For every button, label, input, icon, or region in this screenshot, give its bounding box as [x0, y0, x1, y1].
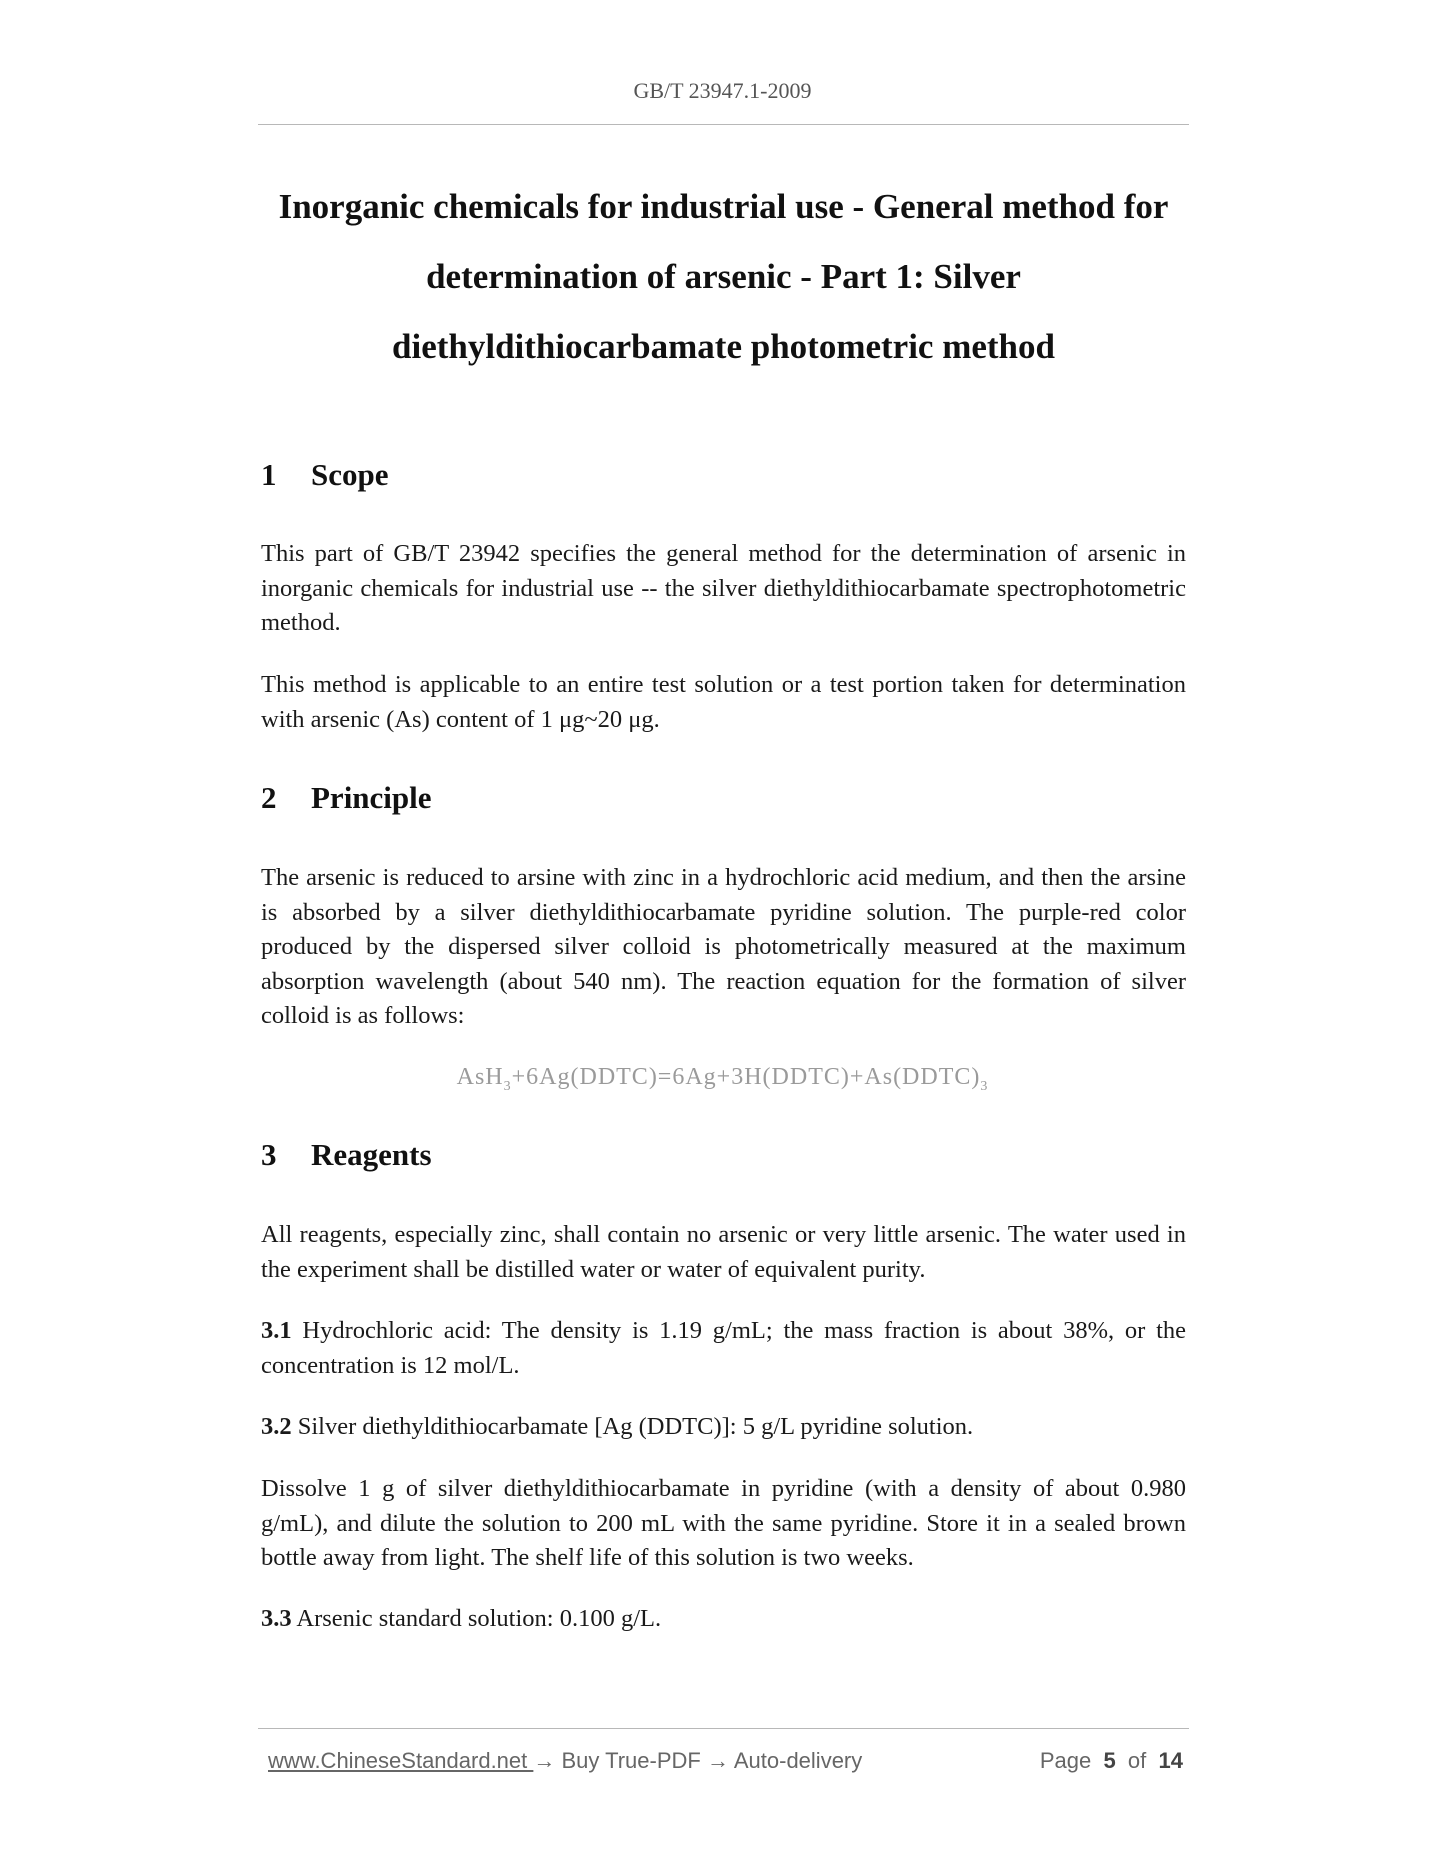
- scope-paragraph-1: This part of GB/T 23942 specifies the general method for the determination of arsenic in inorganic chemicals for industrial use -- the silver diethyldithiocarbamate spectrophotometric method.: [261, 540, 1186, 636]
- buy-text: Buy True-PDF: [555, 1748, 707, 1773]
- of-label: of: [1127, 1748, 1147, 1773]
- item-text: Dissolve 1 g of silver diethyldithiocarbamate in pyridine (with a density of about 0.980 g/mL), and dilute the solution to 200 mL with the same pyridine. Store it in a sealed brown bottle away from light. The shelf life of this solution is two weeks.: [261, 1475, 1186, 1571]
- delivery-text: Auto-delivery: [728, 1748, 863, 1773]
- header-divider: [258, 124, 1189, 125]
- item-number: 3.1: [261, 1317, 292, 1344]
- page-total: 14: [1158, 1748, 1183, 1773]
- title-line-2: determination of arsenic - Part 1: Silver: [426, 257, 1021, 296]
- document-title: [258, 172, 1189, 382]
- reagent-item: [261, 1314, 1186, 1383]
- page-footer: [268, 1748, 1183, 1780]
- reagent-item: [261, 1602, 1186, 1637]
- equation-text: +6Ag(DDTC)=6Ag+3H(DDTC)+As(DDTC): [511, 1064, 981, 1090]
- reagents-paragraph: All reagents, especially zinc, shall contain no arsenic or very little arsenic. The water used in the experiment shall be distilled water or water of equivalent purity.: [261, 1221, 1186, 1283]
- section-heading-principle: [261, 780, 432, 816]
- reaction-equation: [0, 1064, 1445, 1095]
- reagent-item: [261, 1410, 1186, 1445]
- footer-divider: [258, 1728, 1189, 1729]
- section-number: 3: [261, 1137, 277, 1172]
- equation-subscript: 3: [980, 1078, 989, 1094]
- website-link[interactable]: www.ChineseStandard.net: [268, 1748, 534, 1773]
- reagent-item-description: [261, 1472, 1186, 1576]
- equation-subscript: 3: [503, 1078, 512, 1094]
- document-id-header: GB/T 23947.1-2009: [633, 78, 812, 103]
- page-number: 5: [1103, 1748, 1116, 1773]
- page-label: Page: [1039, 1748, 1092, 1773]
- page-counter: [1040, 1748, 1183, 1774]
- section-heading-reagents: [261, 1137, 432, 1173]
- section-heading-scope: [261, 457, 389, 493]
- arrow-right-icon: →: [706, 1748, 729, 1773]
- item-number: 3.2: [261, 1413, 292, 1440]
- equation-text: AsH: [456, 1064, 504, 1090]
- title-line-1: Inorganic chemicals for industrial use - General method for: [278, 187, 1169, 226]
- item-text: Hydrochloric acid: The density is 1.19 g/mL; the mass fraction is about 38%, or the concentration is 12 mol/L.: [261, 1317, 1186, 1379]
- arrow-right-icon: →: [533, 1748, 556, 1773]
- section-number: 1: [261, 457, 277, 492]
- item-text: Silver diethyldithiocarbamate [Ag (DDTC)]: 5 g/L pyridine solution.: [291, 1413, 974, 1440]
- section-title: Scope: [311, 457, 389, 492]
- section-title: Reagents: [311, 1137, 432, 1172]
- section-number: 2: [261, 780, 277, 815]
- section-title: Principle: [311, 780, 432, 815]
- scope-paragraph-2: This method is applicable to an entire test solution or a test portion taken for determination with arsenic (As) content of 1 μg~20 μg.: [261, 671, 1186, 733]
- principle-paragraph: The arsenic is reduced to arsine with zinc in a hydrochloric acid medium, and then the arsine is absorbed by a silver diethyldithiocarbamate pyridine solution. The purple-red color produced by the dispersed silver colloid is photometrically measured at the maximum absorption wavelength (about 540 nm). The reaction equation for the formation of silver colloid is as follows:: [261, 864, 1186, 1029]
- item-number: 3.3: [261, 1605, 292, 1632]
- title-line-3: diethyldithiocarbamate photometric method: [392, 327, 1055, 366]
- item-text: Arsenic standard solution: 0.100 g/L.: [291, 1605, 662, 1632]
- footer-left: [268, 1748, 862, 1774]
